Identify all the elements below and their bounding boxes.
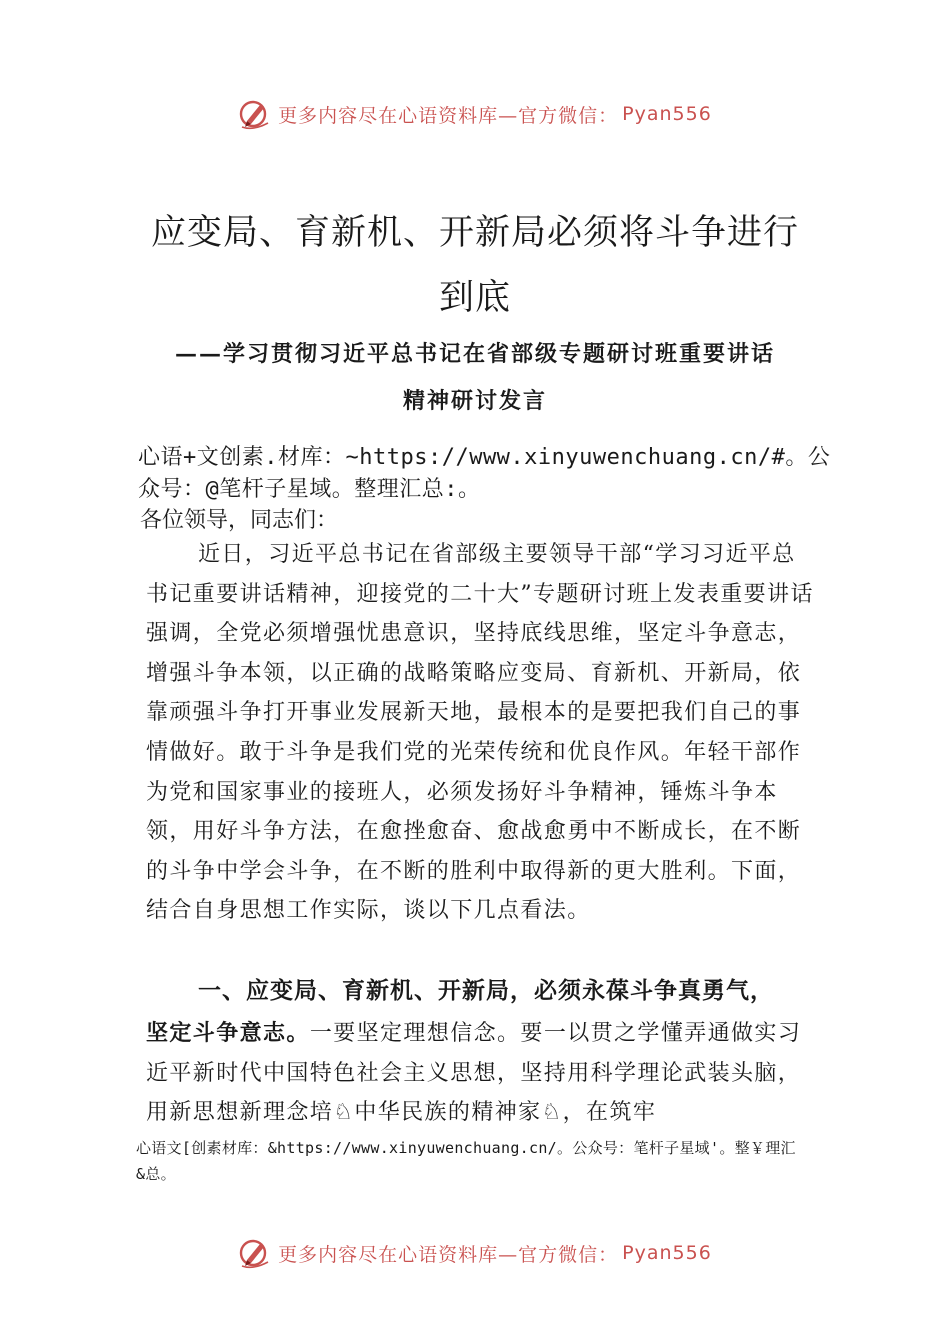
banner-brand-text: 更多内容尽在心语资料库—官方微信： (278, 104, 619, 127)
section1-heading-continuation: 坚定斗争意志。 (146, 1021, 310, 1046)
header-banner (0, 94, 950, 134)
section1-body: 一要坚定理想信念。要一以贯之学懂弄通做实习近平新时代中国特色社会主义思想，坚持用科学理论武装头脑，用新思想新理念培♘中华民族的精神家♘，在筑牢 (146, 1021, 802, 1126)
footer-banner (0, 1233, 950, 1273)
footer-source-line2: &总。 (136, 1165, 176, 1183)
banner-brand-text: 更多内容尽在心语资料库—官方微信： (278, 1243, 619, 1266)
document-title-line1: 应变局、育新机、开新局必须将斗争进行 (150, 213, 799, 253)
subtitle-line2: 精神研讨发言 (402, 388, 547, 414)
pen-logo-icon (238, 97, 272, 131)
banner-wechat-id: Pyan556 (622, 103, 712, 125)
subtitle-line1: ——学习贯彻习近平总书记在省部级专题研讨班重要讲话 (174, 341, 775, 367)
body-paragraph-2 (146, 1014, 816, 1133)
section1-heading: 一、应变局、育新机、开新局，必须永葆斗争真勇气， (198, 978, 774, 1004)
pen-logo-icon (238, 1236, 272, 1270)
document-title-line2: 到底 (438, 278, 511, 318)
source-note-line1: 心语+文创素.材库：~https://www.xinyuwenchuang.cn/#。公 (138, 445, 831, 470)
body-paragraph-1: 近日，习近平总书记在省部级主要领导干部“学习习近平总书记重要讲话精神，迎接党的二十大”专题研讨班上发表重要讲话强调，全党必须增强忧患意识，坚持底线思维，坚定斗争意志，增强斗争本领，以正确的战略策略应变局、育新机、开新局，依靠顽强斗争打开事业发展新天地，最根本的是要把我们自己的事情做好。敢于斗争是我们党的光荣传统和优良作风。年轻干部作为党和国家事业的接班人，必须发扬好斗争精神，锤炼斗争本领，用好斗争方法，在愈挫愈奋、愈战愈勇中不断成长，在不断的斗争中学会斗争，在不断的胜利中取得新的更大胜利。下面，结合自身思想工作实际，谈以下几点看法。 (146, 542, 814, 924)
banner-wechat-id: Pyan556 (622, 1242, 712, 1264)
source-note-line2: 众号：@笔杆子星域。整理汇总:。 (138, 477, 481, 502)
footer-source-line1: 心语文[创素材库：&https://www.xinyuwenchuang.cn/。公众号：笔杆子星域'。整￥理汇 (136, 1139, 796, 1157)
greeting: 各位领导，同志们： (140, 508, 339, 533)
